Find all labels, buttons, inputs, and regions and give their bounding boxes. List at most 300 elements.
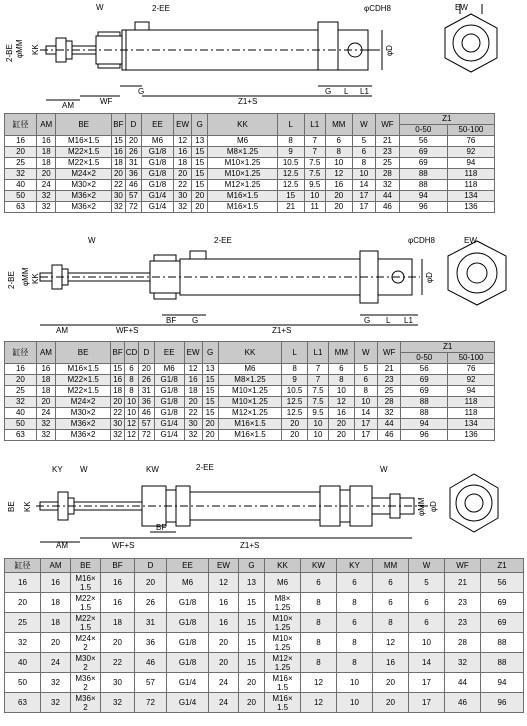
table-cell: 24 (36, 408, 55, 419)
table-cell: M24×2 (56, 169, 112, 180)
table-cell: 16 (37, 136, 56, 147)
table-cell: 56 (399, 136, 447, 147)
column-header: 缸径 (5, 559, 41, 573)
table-cell: 32 (445, 653, 481, 673)
table-cell: 25 (5, 613, 41, 633)
table-cell: 22 (111, 408, 125, 419)
table-cell: M16×1.5 (208, 202, 278, 213)
table-cell: 136 (448, 430, 495, 441)
column-header: KK (208, 114, 278, 136)
table-cell: 15 (192, 180, 208, 191)
table-cell: 10 (337, 693, 373, 713)
table-cell: 9 (277, 147, 304, 158)
table-cell: 18 (36, 386, 55, 397)
table-cell: 32 (36, 430, 55, 441)
column-header: L (277, 114, 304, 136)
table-cell: 134 (447, 191, 494, 202)
table-cell: 13 (202, 364, 218, 375)
table-cell: 20 (36, 397, 55, 408)
table-cell: 28 (377, 397, 400, 408)
table-cell: 22 (101, 653, 135, 673)
table-cell: 16 (209, 613, 239, 633)
table-cell: G1/8 (141, 180, 173, 191)
table-cell: 16 (5, 573, 41, 593)
table-cell: 76 (447, 136, 494, 147)
table-cell: M16×1.5 (56, 364, 111, 375)
table-row (5, 419, 495, 430)
table-cell: 57 (125, 191, 141, 202)
table-cell: M16×1.5 (218, 419, 282, 430)
dim-am: AM (62, 101, 74, 110)
table-cell: 6 (352, 147, 376, 158)
table-row (5, 593, 524, 613)
dim-wfs: WF+S (112, 541, 135, 550)
column-header: EW (174, 114, 192, 136)
table-cell: 16 (5, 136, 37, 147)
table-cell: 96 (481, 693, 524, 713)
column-header: MM (373, 559, 409, 573)
table-cell: 20 (192, 202, 208, 213)
table-cell: 69 (481, 593, 524, 613)
table-cell: 24 (209, 673, 239, 693)
column-subheader: 50-100 (448, 353, 495, 364)
table-cell: 30 (174, 191, 192, 202)
dim-am: AM (56, 326, 68, 335)
table-cell: 5 (354, 364, 377, 375)
table-cell: 32 (101, 693, 135, 713)
column-header: D (135, 559, 167, 573)
table-cell: 7.5 (307, 386, 328, 397)
column-header: AM (36, 342, 55, 364)
table-cell: M10×1.25 (218, 386, 282, 397)
table-cell: 32 (5, 397, 37, 408)
table-cell: 8 (337, 653, 373, 673)
table-cell: M22× 1.5 (71, 593, 101, 613)
column-header: D (125, 114, 141, 136)
table-cell: 8 (301, 633, 337, 653)
table-cell: G1/4 (141, 191, 173, 202)
table-cell: M36×2 (56, 430, 111, 441)
table-cell: M6 (218, 364, 282, 375)
table-row (5, 364, 495, 375)
table-cell: 16 (174, 147, 192, 158)
dim-mm: φMM (21, 267, 30, 286)
table-cell: M10× 1.25 (265, 633, 301, 653)
column-header: W (352, 114, 376, 136)
table-cell: 12 (301, 673, 337, 693)
table-cell: 16 (41, 573, 71, 593)
dim-ew: EW (464, 236, 477, 245)
drawing-clevis-cylinder (0, 0, 527, 112)
table-cell: 22 (111, 180, 125, 191)
column-header: Z1 (401, 342, 495, 353)
table-cell: 25 (5, 386, 37, 397)
spec-table-2 (4, 341, 495, 441)
dim-ew: EW (455, 3, 468, 12)
table-cell: 76 (448, 364, 495, 375)
header-row (5, 114, 495, 125)
column-header: WF (376, 114, 400, 136)
table-cell: 12.5 (282, 408, 308, 419)
dim-bf: BF (156, 523, 167, 532)
dim-ky: KY (52, 465, 63, 474)
table-cell: 16 (111, 375, 125, 386)
table-cell: 6 (373, 573, 409, 593)
table-cell: 46 (125, 180, 141, 191)
table-row (5, 158, 495, 169)
table-cell: 10 (354, 397, 377, 408)
table-cell: 94 (448, 386, 495, 397)
table-cell: 7.5 (304, 169, 325, 180)
table-cell: 10 (325, 158, 352, 169)
table-cell: 11 (304, 202, 325, 213)
table-cell: 20 (174, 169, 192, 180)
table-cell: 12 (325, 169, 352, 180)
table-cell: 12 (184, 364, 202, 375)
table-cell: 9.5 (307, 408, 328, 419)
table-cell: M6 (141, 136, 173, 147)
table-cell: 16 (101, 573, 135, 593)
column-header: 缸径 (5, 114, 37, 136)
dim-kw: KW (146, 465, 159, 474)
column-header: D (138, 342, 154, 364)
column-subheader: 50-100 (447, 125, 494, 136)
table-cell: 20 (209, 653, 239, 673)
table-cell: 32 (111, 202, 125, 213)
table-cell: 32 (5, 633, 41, 653)
table-cell: 17 (354, 430, 377, 441)
table-cell: 8 (329, 375, 355, 386)
table-cell: 20 (5, 147, 37, 158)
table-cell: 18 (41, 613, 71, 633)
column-header: WF (445, 559, 481, 573)
table-cell: 23 (376, 147, 400, 158)
table-cell: 15 (111, 364, 125, 375)
table-cell: 20 (192, 191, 208, 202)
table-cell: 88 (399, 180, 447, 191)
column-header: G (202, 342, 218, 364)
table-cell: 6 (337, 613, 373, 633)
table-cell: 26 (138, 375, 154, 386)
table-cell: 20 (282, 419, 308, 430)
table-cell: 63 (5, 202, 37, 213)
table-cell: M6 (167, 573, 209, 593)
table-row (5, 673, 524, 693)
dim-mm: φMM (15, 39, 24, 58)
table-cell: 16 (209, 593, 239, 613)
table-cell: 36 (135, 633, 167, 653)
table-cell: 28 (445, 633, 481, 653)
table-cell: 18 (184, 386, 202, 397)
table-row (5, 375, 495, 386)
dim-l1: L1 (360, 87, 369, 96)
table-cell: 10 (352, 169, 376, 180)
table-cell: 32 (37, 202, 56, 213)
dim-w2: W (380, 465, 388, 474)
table-row (5, 397, 495, 408)
table-cell: 23 (445, 593, 481, 613)
table-cell: G1/8 (154, 386, 184, 397)
table-cell: 15 (202, 397, 218, 408)
table-cell: 32 (174, 202, 192, 213)
table-cell: 12 (301, 693, 337, 713)
column-header: L (282, 342, 308, 364)
table-cell: 72 (125, 202, 141, 213)
table-cell: 15 (202, 408, 218, 419)
table-cell: G1/8 (167, 593, 209, 613)
table-cell: 134 (448, 419, 495, 430)
dim-z1s: Z1+S (238, 97, 258, 106)
table-cell: 31 (138, 386, 154, 397)
table-cell: 12 (373, 633, 409, 653)
table-cell: 9.5 (304, 180, 325, 191)
table-cell: 15 (192, 169, 208, 180)
table-cell: M16× 1.5 (265, 693, 301, 713)
table-cell: 136 (447, 202, 494, 213)
column-header: BF (101, 559, 135, 573)
table-cell: G1/4 (154, 430, 184, 441)
table-cell: 6 (329, 364, 355, 375)
dim-d: φD (385, 45, 394, 56)
table-cell: 46 (138, 408, 154, 419)
table-cell: 20 (41, 633, 71, 653)
table-cell: 20 (282, 430, 308, 441)
table-row (5, 573, 524, 593)
table-cell: 32 (36, 419, 55, 430)
table-cell: 7 (304, 147, 325, 158)
dim-be: 2-BE (5, 44, 14, 62)
dim-bf: BF (166, 316, 177, 325)
table-cell: M16× 1.5 (265, 673, 301, 693)
table-cell: M8×1.25 (218, 375, 282, 386)
column-header: G (192, 114, 208, 136)
column-header: EE (141, 114, 173, 136)
table-row (5, 653, 524, 673)
table-cell: 20 (5, 375, 37, 386)
table-cell: 18 (41, 593, 71, 613)
table-cell: 20 (209, 633, 239, 653)
table-cell: 21 (277, 202, 304, 213)
dim-kk: KK (31, 273, 40, 284)
table-cell: 44 (377, 419, 400, 430)
table-cell: 12.5 (277, 169, 304, 180)
table-cell: 32 (37, 191, 56, 202)
column-header: W (409, 559, 445, 573)
table-cell: M6 (208, 136, 278, 147)
table-cell: 20 (202, 419, 218, 430)
table-cell: 21 (376, 136, 400, 147)
spec-table-3 (4, 558, 524, 713)
table-cell: 22 (174, 180, 192, 191)
column-header: MM (325, 114, 352, 136)
dim-ee: 2-EE (214, 236, 232, 245)
table-cell: 10.5 (277, 158, 304, 169)
table-cell: M16× 1.5 (71, 573, 101, 593)
table-cell: 7.5 (304, 158, 325, 169)
table-cell: 14 (352, 180, 376, 191)
table-cell: 94 (447, 158, 494, 169)
table-cell: 32 (376, 180, 400, 191)
table-cell: M36×2 (56, 419, 111, 430)
dim-w: W (80, 465, 88, 474)
table-cell: 32 (41, 693, 71, 713)
table-cell: 13 (239, 573, 265, 593)
table-cell: 6 (301, 573, 337, 593)
table-row (5, 202, 495, 213)
table-cell: M10× 1.25 (265, 613, 301, 633)
dim-be: 2-BE (7, 271, 16, 289)
table-cell: 88 (481, 633, 524, 653)
table-cell: 63 (5, 430, 37, 441)
table-cell: 12.5 (277, 180, 304, 191)
column-header: EW (184, 342, 202, 364)
column-header: L1 (304, 114, 325, 136)
header-row (5, 559, 524, 573)
table-cell: G1/8 (141, 169, 173, 180)
table-cell: 36 (125, 169, 141, 180)
table-cell: 15 (192, 158, 208, 169)
column-header: KK (218, 342, 282, 364)
table-cell: 20 (329, 430, 355, 441)
dim-kk: KK (31, 44, 40, 55)
table-cell: M30×2 (56, 180, 112, 191)
table-cell: 16 (373, 653, 409, 673)
table-cell: 18 (111, 386, 125, 397)
table-cell: 23 (445, 613, 481, 633)
table-cell: 10.5 (282, 386, 308, 397)
table-cell: 20 (138, 364, 154, 375)
table-cell: 8 (337, 633, 373, 653)
table-cell: M16×1.5 (208, 191, 278, 202)
table-cell: 20 (239, 693, 265, 713)
table-cell: 31 (135, 613, 167, 633)
table-cell: 8 (352, 158, 376, 169)
table-cell: 17 (352, 191, 376, 202)
column-subheader: 0-50 (401, 353, 448, 364)
table-cell: M8×1.25 (208, 147, 278, 158)
table-cell: M30× 2 (71, 653, 101, 673)
dim-l: L (344, 87, 349, 96)
table-cell: M8× 1.25 (265, 593, 301, 613)
drawing-clevis-cylinder-2 (0, 229, 527, 339)
table-cell: 20 (329, 419, 355, 430)
table-cell: 24 (37, 180, 56, 191)
column-header: Z1 (481, 559, 524, 573)
table-cell: 17 (409, 673, 445, 693)
dim-cdh8: φCDH8 (408, 236, 435, 245)
table-cell: M30×2 (56, 408, 111, 419)
column-header: MM (329, 342, 355, 364)
table-row (5, 169, 495, 180)
column-header: Z1 (399, 114, 494, 125)
table-cell: 30 (101, 673, 135, 693)
dim-g: G (138, 87, 145, 96)
table-cell: M16×1.5 (56, 136, 112, 147)
dim-z1s: Z1+S (240, 541, 260, 550)
table-cell: G1/8 (154, 408, 184, 419)
table-cell: G1/8 (167, 653, 209, 673)
table-cell: 25 (5, 158, 37, 169)
table-cell: 18 (36, 375, 55, 386)
table-cell: 17 (409, 693, 445, 713)
table-cell: 40 (5, 653, 41, 673)
table-cell: 20 (184, 397, 202, 408)
dim-kk: KK (23, 501, 32, 512)
table-cell: M36× 2 (71, 693, 101, 713)
table-cell: G1/8 (154, 375, 184, 386)
dim-g2: G (364, 316, 371, 325)
dim-d: φD (425, 272, 434, 283)
table-cell: 46 (376, 202, 400, 213)
table-cell: 8 (354, 386, 377, 397)
table-cell: 9 (282, 375, 308, 386)
table-cell: 44 (445, 673, 481, 693)
table-cell: M22×1.5 (56, 147, 112, 158)
table-cell: 96 (401, 430, 448, 441)
table-cell: 118 (448, 397, 495, 408)
table-cell: 56 (401, 364, 448, 375)
table-cell: 40 (5, 180, 37, 191)
table-row (5, 191, 495, 202)
column-header: EE (154, 342, 184, 364)
table-cell: 118 (447, 169, 494, 180)
table-cell: 14 (354, 408, 377, 419)
column-header: BE (56, 114, 112, 136)
table-row (5, 136, 495, 147)
table-cell: 18 (174, 158, 192, 169)
column-subheader: 0-50 (399, 125, 447, 136)
table-row (5, 408, 495, 419)
table-row (5, 693, 524, 713)
drawing-double-nut-cylinder (0, 458, 527, 550)
table-cell: 56 (481, 573, 524, 593)
table-row (5, 180, 495, 191)
table-cell: 30 (111, 419, 125, 430)
table-cell: 25 (376, 158, 400, 169)
table-cell: 25 (377, 386, 400, 397)
table-cell: G1/4 (167, 693, 209, 713)
table-cell: M12× 1.25 (265, 653, 301, 673)
table-cell: G1/8 (167, 613, 209, 633)
table-cell: M36× 2 (71, 673, 101, 693)
table-cell: 7 (307, 375, 328, 386)
table-row (5, 147, 495, 158)
table-cell: 94 (401, 419, 448, 430)
table-cell: 24 (41, 653, 71, 673)
dim-ee: 2-EE (196, 463, 214, 472)
column-header: EW (209, 559, 239, 573)
table-cell: 8 (301, 593, 337, 613)
dim-l1: L1 (404, 316, 413, 325)
table-cell: 28 (376, 169, 400, 180)
table-cell: 88 (481, 653, 524, 673)
table-cell: 10 (337, 673, 373, 693)
column-header: BE (71, 559, 101, 573)
table-cell: 16 (101, 593, 135, 613)
table-cell: 6 (325, 136, 352, 147)
table-cell: 15 (239, 633, 265, 653)
table-cell: 10 (307, 419, 328, 430)
column-header: BF (111, 114, 125, 136)
table-cell: 69 (481, 613, 524, 633)
table-cell: 7 (307, 364, 328, 375)
table-cell: 18 (37, 147, 56, 158)
column-header: AM (37, 114, 56, 136)
table-cell: 8 (373, 613, 409, 633)
table-cell: 6 (337, 573, 373, 593)
column-header: KW (301, 559, 337, 573)
table-cell: 6 (409, 613, 445, 633)
